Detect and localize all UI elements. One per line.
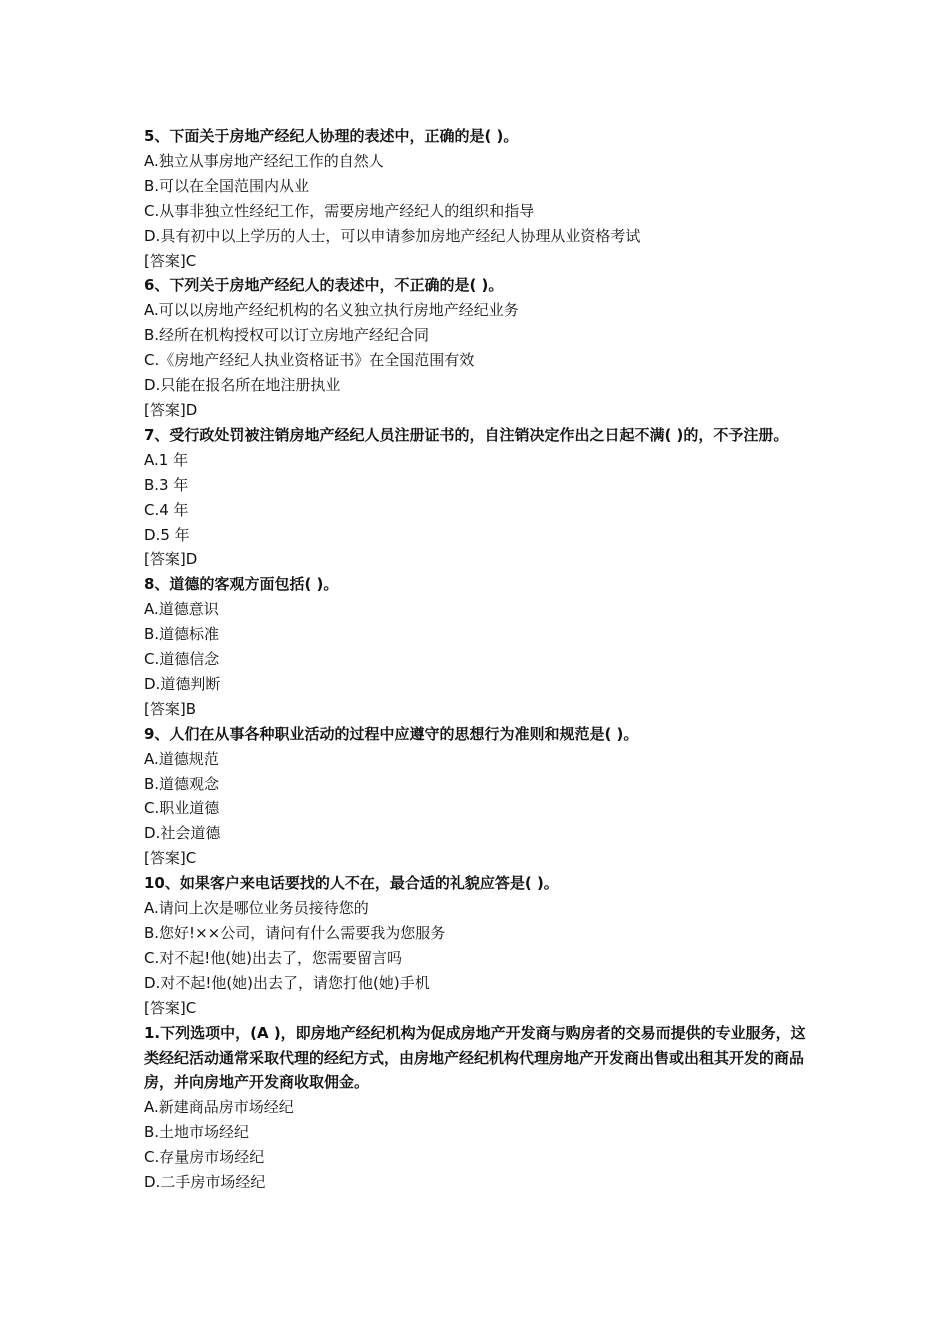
- option-5c: C.从事非独立性经纪工作，需要房地产经纪人的组织和指导: [144, 201, 535, 220]
- question-stem-6: 6、下列关于房地产经纪人的表述中，不正确的是( )。: [144, 276, 504, 295]
- option-5d: D.具有初中以上学历的人士，可以申请参加房地产经纪人协理从业资格考试: [144, 226, 641, 245]
- option-5b: B.可以在全国范围内从业: [144, 176, 310, 195]
- option-8b: B.道德标准: [144, 625, 220, 644]
- question-stem-8: 8、道德的客观方面包括( )。: [144, 575, 339, 594]
- answer-9: [答案]C: [144, 849, 197, 868]
- answer-10: [答案]C: [144, 998, 197, 1017]
- option-1d: D.二手房市场经纪: [144, 1173, 266, 1192]
- question-stem-5: 5、下面关于房地产经纪人协理的表述中，正确的是( )。: [144, 127, 519, 145]
- option-6d: D.只能在报名所在地注册执业: [144, 376, 341, 395]
- option-9c: C.职业道德: [144, 799, 220, 818]
- option-7a: A.1 年: [144, 450, 189, 469]
- question-stem-7: 7、受行政处罚被注销房地产经纪人员注册证书的，自注销决定作出之日起不满( )的，不予注册。: [144, 425, 789, 444]
- option-8c: C.道德信念: [144, 650, 220, 669]
- option-9b: B.道德观念: [144, 774, 220, 793]
- answer-7: [答案]D: [144, 550, 198, 569]
- question-stem-1: 1.下列选项中，(A )，即房地产经纪机构为促成房地产开发商与购房者的交易而提供的专业服务，这类经纪活动通常采取代理的经纪方式，由房地产经纪机构代理房地产开发商出售或出租其开发的商品房，并向房地产开发商收取佣金。: [144, 1023, 806, 1092]
- document-page: [144, 124, 816, 1195]
- option-1b: B.土地市场经纪: [144, 1123, 250, 1142]
- option-7b: B.3 年: [144, 475, 189, 494]
- answer-6: [答案]D: [144, 400, 198, 419]
- answer-5: [答案]C: [144, 251, 197, 270]
- option-8d: D.道德判断: [144, 674, 221, 693]
- question-stem-10: 10、如果客户来电话要找的人不在，最合适的礼貌应答是( )。: [144, 874, 559, 893]
- answer-8: [答案]B: [144, 699, 196, 718]
- option-1c: C.存量房市场经纪: [144, 1148, 265, 1167]
- option-10a: A.请问上次是哪位业务员接待您的: [144, 899, 369, 918]
- option-10c: C.对不起!他(她)出去了，您需要留言吗: [144, 948, 402, 967]
- option-1a: A.新建商品房市场经纪: [144, 1098, 294, 1117]
- option-9d: D.社会道德: [144, 824, 221, 843]
- option-9a: A.道德规范: [144, 749, 219, 768]
- option-10b: B.您好!××公司，请问有什么需要我为您服务: [144, 924, 446, 942]
- option-7c: C.4 年: [144, 500, 189, 519]
- option-6b: B.经所在机构授权可以订立房地产经纪合同: [144, 326, 430, 345]
- option-5a: A.独立从事房地产经纪工作的自然人: [144, 151, 384, 170]
- option-7d: D.5 年: [144, 525, 190, 544]
- question-stem-9: 9、人们在从事各种职业活动的过程中应遵守的思想行为准则和规范是( )。: [144, 724, 639, 743]
- option-10d: D.对不起!他(她)出去了，请您打他(她)手机: [144, 973, 430, 992]
- option-8a: A.道德意识: [144, 600, 219, 619]
- option-6c: C.《房地产经纪人执业资格证书》在全国范围有效: [144, 351, 475, 370]
- option-6a: A.可以以房地产经纪机构的名义独立执行房地产经纪业务: [144, 301, 519, 320]
